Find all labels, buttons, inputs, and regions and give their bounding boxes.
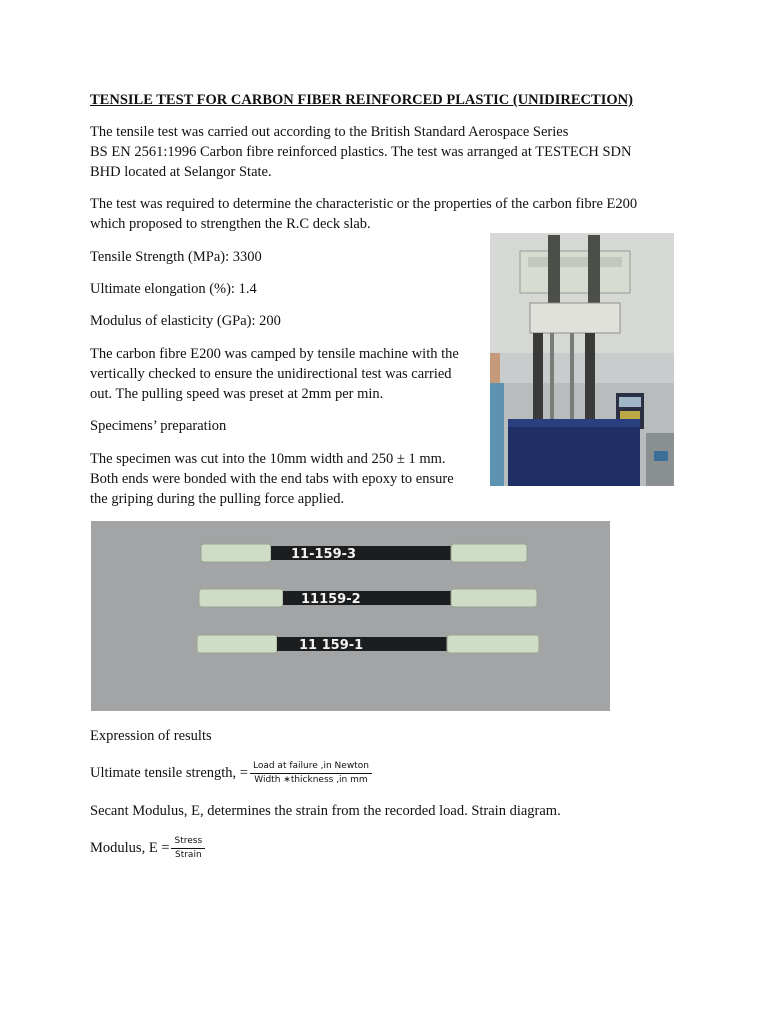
tensile-strength: Tensile Strength (MPa): 3300: [90, 249, 262, 265]
uts-numerator: Load at failure ,in Newton: [250, 761, 372, 774]
clamping-line-2: vertically checked to ensure the unidirectional test was carried: [90, 366, 452, 382]
specimen-label-3: 11-159-3: [291, 547, 357, 562]
uts-denominator: Width ∗thickness ,in mm: [254, 775, 368, 786]
prep-line-2: Both ends were bonded with the end tabs with epoxy to ensure: [90, 471, 454, 487]
document-title: TENSILE TEST FOR CARBON FIBER REINFORCED PLASTIC (UNIDIRECTION): [90, 92, 633, 108]
modulus-numerator: Stress: [171, 836, 205, 849]
purpose-line-1: The test was required to determine the characteristic or the properties of the carbon fibre E200: [90, 196, 638, 212]
modulus-label: Modulus, E =: [90, 840, 170, 856]
purpose-line-2: which proposed to strengthen the R.C deck slab.: [90, 216, 371, 232]
ultimate-elongation: Ultimate elongation (%): 1.4: [90, 281, 257, 297]
modulus-denominator: Strain: [174, 850, 202, 861]
uts-equation: [90, 758, 372, 788]
secant-modulus-text: Secant Modulus, E, determines the strain from the recorded load. Strain diagram.: [90, 803, 561, 819]
modulus-of-elasticity: Modulus of elasticity (GPa): 200: [90, 313, 281, 329]
prep-line-1: The specimen was cut into the 10mm width and 250 ± 1 mm.: [90, 451, 446, 467]
specimen-label-2: 11159-2: [301, 592, 361, 607]
results-heading: Expression of results: [90, 728, 212, 744]
specimens-photo: [91, 521, 610, 711]
specimen-label-1: 11 159-1: [299, 638, 364, 653]
intro-line-1: The tensile test was carried out according to the British Standard Aerospace Series: [90, 124, 569, 140]
prep-line-3: the griping during the pulling force applied.: [90, 491, 345, 507]
intro-line-3: BHD located at Selangor State.: [90, 164, 272, 180]
clamping-line-3: out. The pulling speed was preset at 2mm per min.: [90, 386, 384, 402]
uts-label: Ultimate tensile strength, =: [90, 765, 248, 781]
clamping-line-1: The carbon fibre E200 was camped by tensile machine with the: [90, 346, 459, 362]
tensile-machine-photo: [490, 233, 674, 486]
uts-fraction: [250, 761, 372, 786]
modulus-fraction: [171, 836, 205, 861]
intro-line-2: BS EN 2561:1996 Carbon fibre reinforced plastics. The test was arranged at TESTECH SDN: [90, 144, 632, 160]
modulus-equation: [90, 833, 205, 863]
prep-heading: Specimens’ preparation: [90, 418, 227, 434]
